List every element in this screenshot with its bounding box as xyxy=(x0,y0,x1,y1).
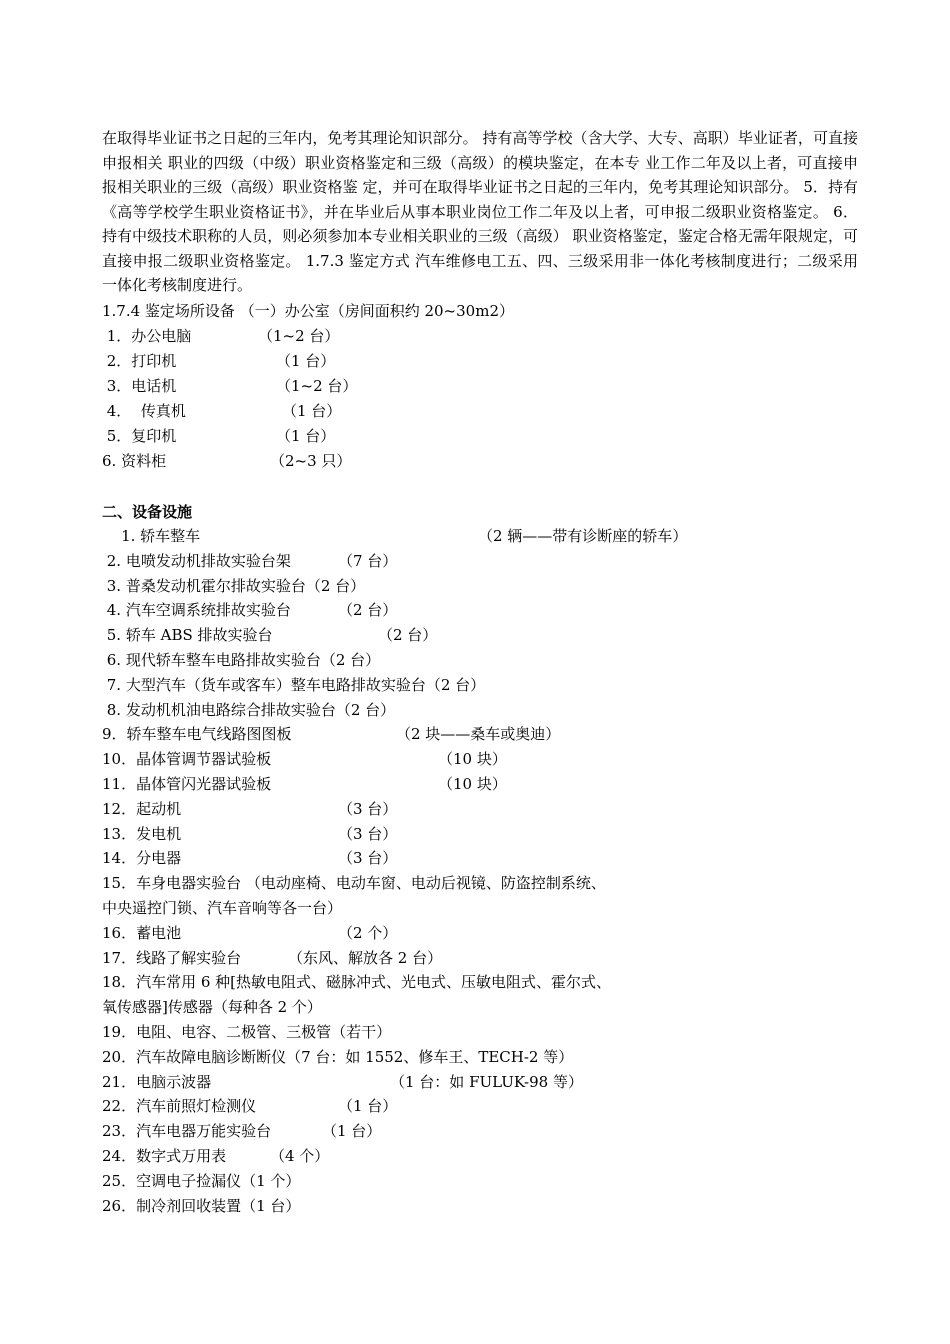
equipment_items-item-label: 1. 轿车整车 xyxy=(102,527,201,545)
equipment_items-item-label: 氧传感器]传感器（每种各 2 个） xyxy=(102,998,322,1017)
equipment_items-item-label: 4. 汽车空调系统排故实验台 xyxy=(102,601,291,620)
equipment_items-item-label: 17．线路了解实验台 xyxy=(102,948,242,967)
equipment_items-item-label: 21．电脑示波器 xyxy=(102,1072,212,1091)
office_items-item-label: 4． 传真机 xyxy=(102,401,186,420)
office_items-item-label: 2．打印机 xyxy=(102,351,177,370)
equipment_items-item-quantity: （2 块——桑车或奥迪） xyxy=(396,725,561,744)
equipment_items-item-label: 25．空调电子捡漏仪（1 个） xyxy=(102,1171,301,1190)
equipment_items-item-quantity: （3 台） xyxy=(338,799,398,818)
equipment_items-item-label: 6. 现代轿车整车电路排故实验台（2 台） xyxy=(102,651,381,669)
equipment_items-item-label: 中央遥控门锁、汽车音响等各一台） xyxy=(102,899,343,917)
equipment_items-item-label: 14．分电器 xyxy=(102,849,182,868)
equipment_items-item-quantity: （3 台） xyxy=(338,849,398,868)
office_items-item-quantity: （1~2 台） xyxy=(276,376,358,395)
equipment_items-item-label: 15．车身电器实验台 （电动座椅、电动车窗、电动后视镜、防盗控制系统、 xyxy=(102,874,606,893)
office_items-item-quantity: （1 台） xyxy=(276,351,336,370)
equipment_items-item-label: 12．起动机 xyxy=(102,799,182,818)
office_items-item-label: 6. 资料柜 xyxy=(102,451,167,470)
equipment_items-item-label: 19．电阻、电容、二极管、三极管（若干） xyxy=(102,1023,392,1041)
equipment_items-item-quantity: （2 台） xyxy=(338,601,398,620)
section-1-7-4-heading: 1.7.4 鉴定场所设备 （一）办公室（房间面积约 20~30m2） xyxy=(102,302,514,320)
equipment_items-item-quantity: （4 个） xyxy=(270,1147,330,1165)
equipment_items-item-label: 5. 轿车 ABS 排故实验台 xyxy=(102,626,273,645)
equipment_items-item-label: 20．汽车故障电脑诊断断仪（7 台：如 1552、修车王、TECH-2 等） xyxy=(102,1047,574,1066)
equipment_items-item-quantity: （3 台） xyxy=(338,824,398,843)
equipment_items-item-label: 8. 发动机机油电路综合排故实验台（2 台） xyxy=(102,700,396,719)
office_items-item-label: 5．复印机 xyxy=(102,426,177,445)
equipment_items-item-label: 23．汽车电器万能实验台 xyxy=(102,1122,272,1141)
section-2-heading: 二、设备设施 xyxy=(102,503,193,521)
equipment_items-item-label: 7. 大型汽车（货车或客车）整车电路排故实验台（2 台） xyxy=(102,675,486,694)
equipment_items-item-label: 11．晶体管闪光器试验板 xyxy=(102,775,272,793)
intro-paragraph: 在取得毕业证书之日起的三年内，免考其理论知识部分。 持有高等学校（含大学、大专、高职）毕业证者，可直接申报相关 职业的四级（中级）职业资格鉴定和三级（高级）的模块鉴定，在本专 业工作二年及以上者，可直接申报相关职业的三级（高级）职业资格鉴 定，并可在取得毕业证书之日起的三年内，免考其理论知识部分。 5．持有《高等学校学生职业资格证书》，并在毕业后从事本职业岗位工作二年及以上者，可申报二级职业资格鉴定。 6．持有中级技术职称的人员，则必须参加本专业相关职业的三级（高级） 职业资格鉴定，鉴定合格无需年限规定，可直接申报二级职业资格鉴定。 1.7.3 鉴定方式 汽车维修电工五、四、三级采用非一体化考核制度进行；二级采用一体化考核制度进行。 xyxy=(102,129,858,294)
equipment_items-item-quantity: （2 个） xyxy=(338,923,398,942)
equipment_items-item-quantity: （10 块） xyxy=(438,775,507,793)
office_items-item-quantity: （1 台） xyxy=(282,401,342,420)
office_items-item-label: 3．电话机 xyxy=(102,376,177,395)
equipment_items-item-label: 22．汽车前照灯检测仪 xyxy=(102,1097,257,1116)
equipment_items-item-label: 13．发电机 xyxy=(102,824,182,843)
equipment_items-item-quantity: （7 台） xyxy=(338,551,398,570)
office_items-item-quantity: （1 台） xyxy=(276,426,336,445)
equipment_items-item-quantity: （东风、解放各 2 台） xyxy=(288,948,443,967)
equipment_items-item-label: 18．汽车常用 6 种[热敏电阻式、磁脉冲式、光电式、压敏电阻式、霍尔式、 xyxy=(102,973,612,992)
equipment_items-item-quantity: （1 台：如 FULUK-98 等） xyxy=(390,1072,583,1091)
equipment_items-item-label: 24．数字式万用表 xyxy=(102,1147,227,1165)
equipment_items-item-quantity: （10 块） xyxy=(438,750,507,769)
office_items-item-quantity: （2~3 只） xyxy=(270,451,352,470)
equipment_items-item-label: 26．制冷剂回收装置（1 台） xyxy=(102,1196,301,1215)
equipment_items-item-quantity: （1 台） xyxy=(322,1122,382,1141)
equipment_items-item-label: 9．轿车整车电气线路图图板 xyxy=(102,725,292,744)
equipment_items-item-quantity: （1 台） xyxy=(338,1097,398,1116)
equipment_items-item-quantity: （2 台） xyxy=(378,626,438,645)
office_items-item-label: 1．办公电脑 xyxy=(102,327,192,345)
equipment_items-item-label: 3. 普桑发动机霍尔排故实验台（2 台） xyxy=(102,576,366,595)
equipment_items-item-label: 2. 电喷发动机排故实验台架 xyxy=(102,551,291,570)
equipment_items-item-label: 16．蓄电池 xyxy=(102,923,182,942)
equipment_items-item-quantity: （2 辆——带有诊断座的轿车） xyxy=(478,527,688,545)
equipment_items-item-label: 10．晶体管调节器试验板 xyxy=(102,750,272,769)
office_items-item-quantity: （1~2 台） xyxy=(258,327,340,345)
